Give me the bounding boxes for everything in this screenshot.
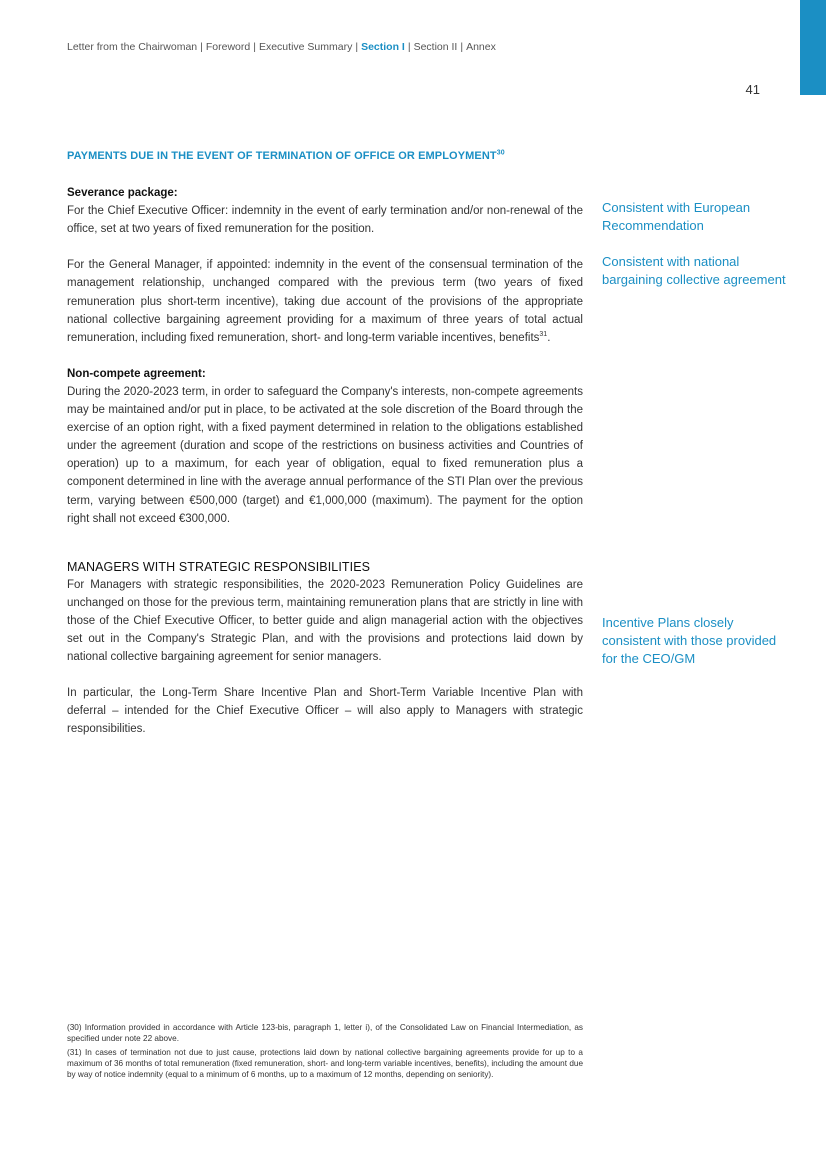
breadcrumb — [67, 41, 496, 53]
breadcrumb-section-i[interactable]: Section I — [361, 41, 405, 53]
section-tab-marker — [800, 0, 826, 95]
footnote-30: (30) Information provided in accordance with Article 123-bis, paragraph 1, letter i), of the Consolidated Law on Financial Intermediation, as specified under note 22 above. — [67, 1023, 583, 1044]
managers-paragraph-1: For Managers with strategic responsibilities, the 2020-2023 Remuneration Policy Guidelines are unchanged on those for the previous term, maintaining remuneration plans that are strictly in line with those of the Chief Executive Officer, to better guide and align managerial action with the objectives set out in the Company's Strategic Plan, and with the provisions and protections laid down by national collective bargaining agreement for senior managers. — [67, 578, 583, 664]
severance-heading: Severance package: — [67, 187, 178, 200]
sidenote-incentive-plans: Incentive Plans closely consistent with those provided for the CEO/GM — [602, 615, 777, 667]
sidenote-european-recommendation: Consistent with European Recommendation — [602, 200, 751, 234]
breadcrumb-separator: | — [253, 41, 256, 53]
breadcrumb-separator: | — [355, 41, 359, 53]
footnote-31: (31) In cases of termination not due to just cause, protections laid down by national collective bargaining agreements provide for up to a maximum of 36 months of total remuneration (fixed remuneration, short- and long-term variable incentives, benefits), including the amount due by way of notice indemnity (equal to a minimum of 6 months, up to a maximum of 12 months, depending on seniority). — [67, 1047, 583, 1080]
payments-heading-text: PAYMENTS DUE IN THE EVENT OF TERMINATION OF OFFICE OR EMPLOYMENT — [67, 150, 497, 162]
main-content — [67, 140, 583, 738]
breadcrumb-executive-summary[interactable]: Executive Summary — [258, 41, 353, 53]
footnotes — [67, 1022, 583, 1082]
managers-heading: MANAGERS WITH STRATEGIC RESPONSIBILITIES — [67, 559, 371, 574]
noncompete-heading: Non-compete agreement: — [67, 367, 206, 380]
breadcrumb-separator: | — [407, 41, 411, 53]
breadcrumb-annex[interactable]: Annex — [466, 41, 496, 53]
breadcrumb-foreword[interactable]: Foreword — [205, 41, 251, 53]
noncompete-paragraph: During the 2020-2023 term, in order to safeguard the Company's interests, non-compete agreements may be maintained and/or put in place, to be activated at the sole discretion of the Board through the exercise of an option right, with a fixed payment determined in relation to the obligations established under the agreement (duration and scope of the restrictions on business activities and Countries of operation) up to a maximum, for each year of obligation, equal to fixed remuneration plus a component determined in line with the average annual performance of the STI Plan over the previous term, varying between €500,000 (target) and €1,000,000 (maximum). The payment for the option right shall not exceed €300,000. — [67, 385, 583, 525]
footnote-ref-30[interactable]: 30 — [496, 149, 505, 157]
managers-paragraph-2: In particular, the Long-Term Share Incentive Plan and Short-Term Variable Incentive Plan with deferral – intended for the Chief Executive Officer – will also apply to Managers with strategic responsibilities. — [67, 687, 583, 736]
sidenote-national-bargaining: Consistent with national bargaining collective agreement — [602, 254, 786, 288]
severance-gm-paragraph: For the General Manager, if appointed: indemnity in the event of the consensual termination of the management relationship, unchanged compared with the previous term (two years of fixed remuneration plus short-term incentive), taking due account of the provisions of the appropriate national collective bargaining agreement providing for a maximum of three years of total actual remuneration, including fixed remuneration, short- and long-term variable incentives, benefits$^{31}$. — [67, 259, 583, 344]
breadcrumb-letter-from-chairwoman[interactable]: Letter from the Chairwoman — [67, 41, 198, 53]
page-number: 41 — [745, 82, 760, 97]
breadcrumb-section-ii[interactable]: Section II — [413, 41, 458, 53]
breadcrumb-separator: | — [460, 41, 464, 53]
severance-gm-text: For the General Manager, if appointed: indemnity in the event of the consensual termination of the management relationship, unchanged compared with the previous term (two years of fixed remuneration plus short-term incentive), taking due account of the provisions of the appropriate national collective bargaining agreement providing for a maximum of three years of total actual remuneration, including fixed remuneration, short- and long-term variable incentives, benefits — [67, 259, 583, 344]
breadcrumb-separator: | — [200, 41, 203, 53]
footnote-ref-31[interactable]: 31 — [539, 330, 548, 338]
severance-ceo-paragraph: For the Chief Executive Officer: indemnity in the event of early termination and/or non-renewal of the office, set at two years of fixed remuneration for the position. — [67, 205, 583, 236]
payments-heading — [67, 147, 583, 165]
